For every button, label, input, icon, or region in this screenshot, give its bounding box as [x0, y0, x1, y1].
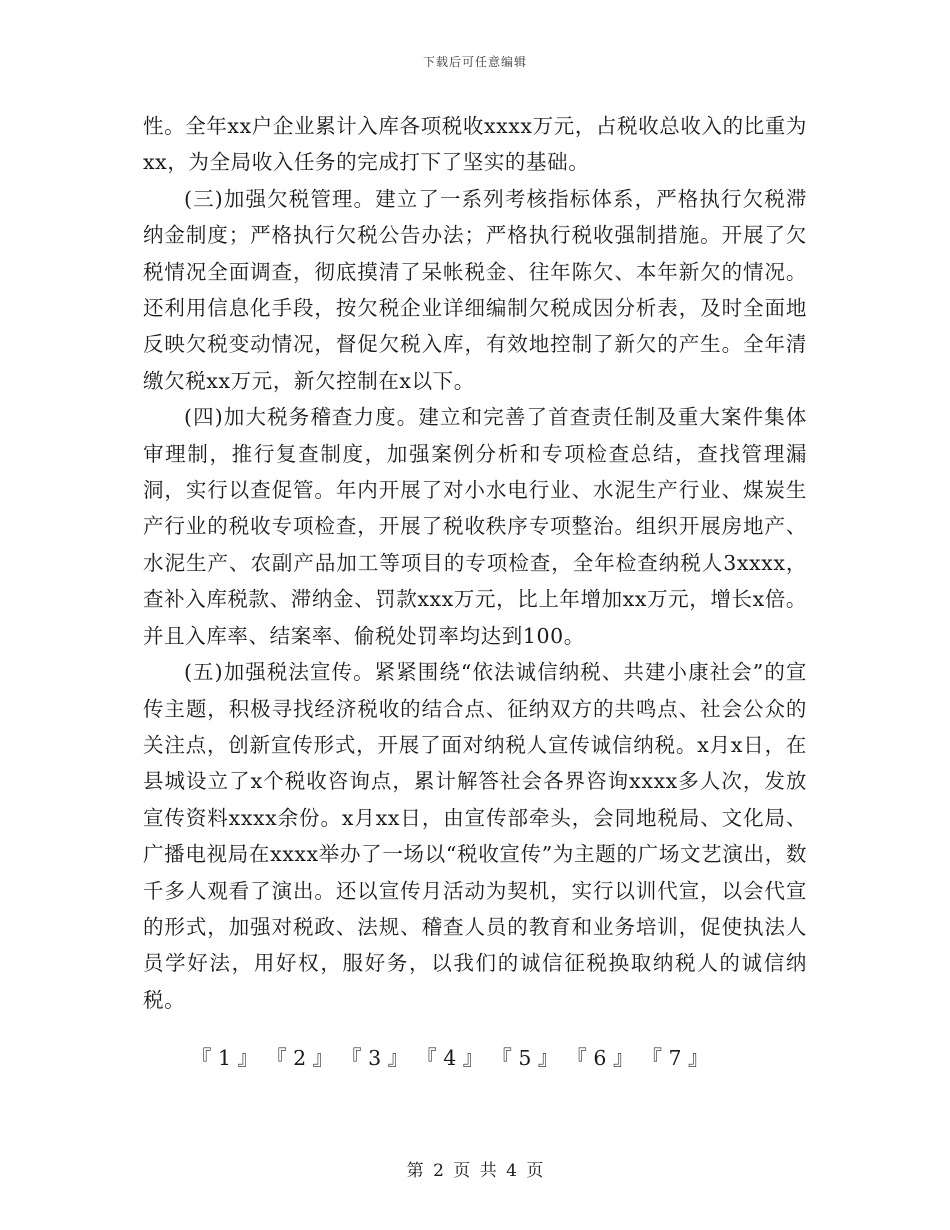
document-body: [143, 108, 807, 1076]
header-note: 下载后可任意编辑: [422, 55, 527, 69]
page-link-3[interactable]: 『 3 』: [341, 1046, 409, 1071]
page-link-4[interactable]: 『 4 』: [416, 1046, 484, 1071]
page-link-list: [143, 1040, 807, 1076]
paragraph-continuation: 性。全年xx户企业累计入库各项税收xxxx万元，占税收总收入的比重为xx，为全局收入任务的完成打下了坚实的基础。: [143, 114, 807, 175]
paragraph-tax-publicity: (五)加强税法宣传。紧紧围绕“依法诚信纳税、共建小康社会”的宣传主题，积极寻找经济税收的结合点、征纳双方的共鸣点、社会公众的关注点，创新宣传形式，开展了面对纳税人宣传诚信纳税。x月x日，在县城设立了x个税收咨询点，累计解答社会各界咨询xxxx多人次，发放宣传资料xxxx余份。x月xx日，由宣传部牵头，会同地税局、文化局、广播电视局在xxxx举办了一场以“税收宣传”为主题的广场文艺演出，数千多人观看了演出。还以宣传月活动为契机，实行以训代宣，以会代宣的形式，加强对税政、法规、稽查人员的教育和业务培训，促使执法人员学好法，用好权，服好务，以我们的诚信征税换取纳税人的诚信纳税。: [143, 660, 807, 1012]
page-link-1[interactable]: 『 1 』: [191, 1046, 259, 1071]
page-link-5[interactable]: 『 5 』: [491, 1046, 559, 1071]
page-number-footer: 第 2 页 共 4 页: [406, 1161, 544, 1181]
page-link-6[interactable]: 『 6 』: [566, 1046, 634, 1071]
paragraph-tax-inspection: (四)加大税务稽查力度。建立和完善了首查责任制及重大案件集体审理制，推行复查制度，加强案例分析和专项检查总结，查找管理漏洞，实行以查促管。年内开展了对小水电行业、水泥生产行业、煤炭生产行业的税收专项检查，开展了税收秩序专项整治。组织开展房地产、水泥生产、农副产品加工等项目的专项检查，全年检查纳税人3xxxx，查补入库税款、滞纳金、罚款xxx万元，比上年增加xx万元，增长x倍。并且入库率、结案率、偷税处罚率均达到100。: [143, 405, 807, 648]
page-link-2[interactable]: 『 2 』: [266, 1046, 334, 1071]
paragraph-tax-arrears: (三)加强欠税管理。建立了一系列考核指标体系，严格执行欠税滞纳金制度；严格执行欠税公告办法；严格执行税收强制措施。开展了欠税情况全面调查，彻底摸清了呆帐税金、往年陈欠、本年新欠的情况。还利用信息化手段，按欠税企业详细编制欠税成因分析表，及时全面地反映欠税变动情况，督促欠税入库，有效地控制了新欠的产生。全年清缴欠税xx万元，新欠控制在x以下。: [143, 186, 807, 393]
page-link-7[interactable]: 『 7 』: [641, 1046, 709, 1071]
